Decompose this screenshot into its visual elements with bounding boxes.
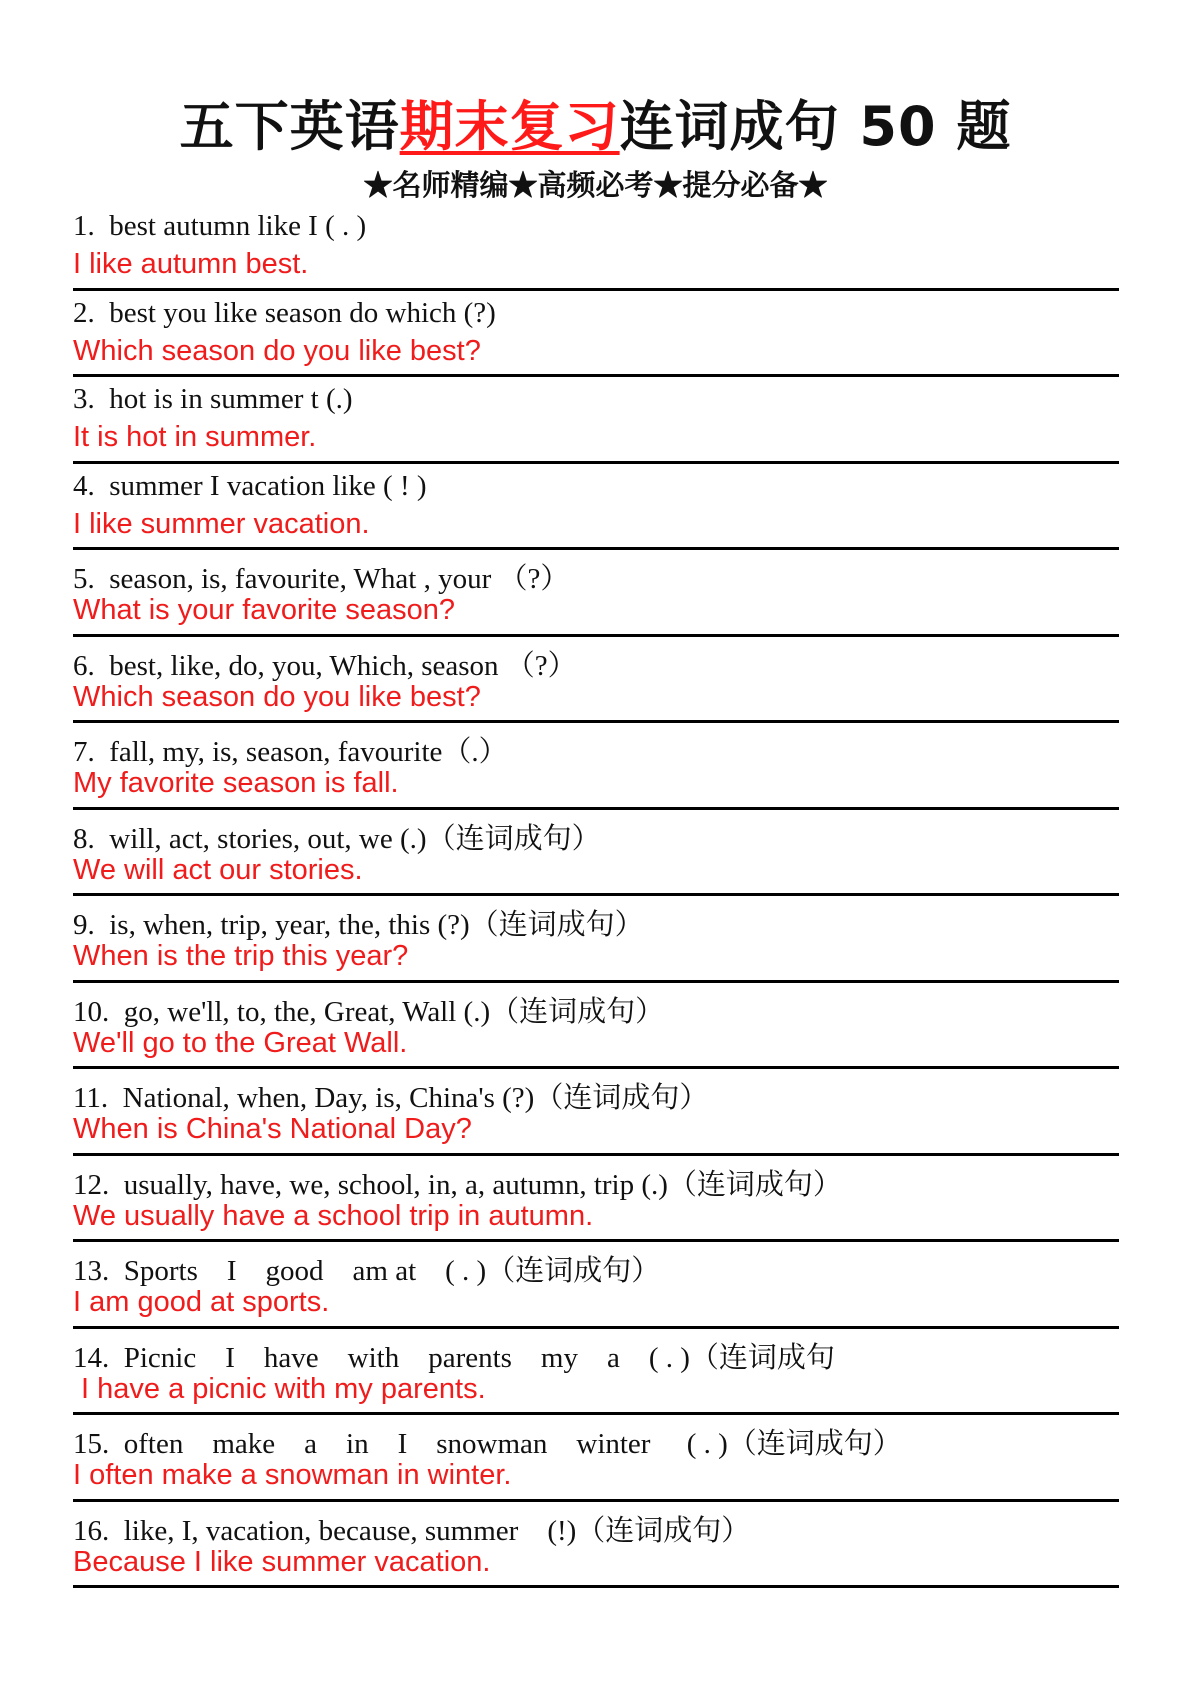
answer: When is China's National Day? [73, 1113, 472, 1145]
exercise-item [73, 723, 1119, 810]
question: 6. best, like, do, you, Which, season （?） [73, 649, 577, 682]
exercise-list [73, 204, 1119, 1588]
question: 4. summer I vacation like ( ! ) [73, 469, 427, 502]
question: 1. best autumn like I ( . ) [73, 210, 367, 242]
exercise-item [73, 1242, 1119, 1329]
title-highlight: 期末复习 [399, 95, 620, 158]
question: 7. fall, my, is, season, favourite（.） [73, 736, 508, 768]
question: 5. season, is, favourite, What , your （?） [73, 563, 570, 595]
answer: It is hot in summer. [73, 421, 317, 453]
question: 8. will, act, stories, out, we (.)（连词成句） [73, 822, 601, 855]
question: 14. Picnic I have with parents my a ( . )（连词成句 [73, 1341, 835, 1374]
question: 11. National, when, Day, is, China's (?)（连词成句） [73, 1082, 709, 1114]
page-title [0, 84, 1191, 161]
exercise-item [73, 1069, 1119, 1156]
answer: We'll go to the Great Wall. [73, 1026, 408, 1059]
exercise-item [73, 1329, 1119, 1416]
exercise-item [73, 983, 1119, 1070]
title-suffix: 连词成句 50 题 [619, 95, 1012, 158]
subtitle: ★名师精编★高频必考★提分必备★ [363, 168, 828, 202]
exercise-item [73, 204, 1119, 291]
answer: We will act our stories. [73, 853, 363, 886]
answer: We usually have a school trip in autumn. [73, 1199, 594, 1232]
exercise-item [73, 1415, 1119, 1502]
answer: I often make a snowman in winter. [73, 1459, 512, 1491]
question: 15. often make a in I snowman winter ( . )（连词成句） [73, 1428, 902, 1460]
answer: Which season do you like best? [73, 680, 481, 713]
exercise-item [73, 464, 1119, 551]
answer: I am good at sports. [73, 1286, 330, 1318]
exercise-item [73, 1156, 1119, 1243]
exercise-item [73, 550, 1119, 637]
exercise-item [73, 810, 1119, 897]
question: 2. best you like season do which (?) [73, 296, 496, 329]
answer: Because I like summer vacation. [73, 1545, 491, 1578]
answer: My favorite season is fall. [73, 767, 399, 799]
title-prefix: 五下英语 [179, 95, 400, 158]
exercise-item [73, 291, 1119, 378]
answer: Which season do you like best? [73, 334, 481, 367]
exercise-item [73, 1502, 1119, 1589]
exercise-item [73, 637, 1119, 724]
question: 10. go, we'll, to, the, Great, Wall (.)（连词成句） [73, 995, 665, 1028]
question: 3. hot is in summer t (.) [73, 383, 353, 415]
question: 9. is, when, trip, year, the, this (?)（连词成句） [73, 909, 644, 941]
answer: What is your favorite season? [73, 594, 456, 626]
answer: I like summer vacation. [73, 507, 370, 540]
answer: I like autumn best. [73, 248, 309, 280]
answer: I have a picnic with my parents. [73, 1372, 486, 1405]
answer: When is the trip this year? [73, 940, 409, 972]
exercise-item [73, 896, 1119, 983]
question: 16. like, I, vacation, because, summer (!)（连词成句） [73, 1514, 751, 1547]
question: 12. usually, have, we, school, in, a, autumn, trip (.)（连词成句） [73, 1168, 842, 1201]
question: 13. Sports I good am at ( . )（连词成句） [73, 1255, 661, 1287]
exercise-item [73, 377, 1119, 464]
